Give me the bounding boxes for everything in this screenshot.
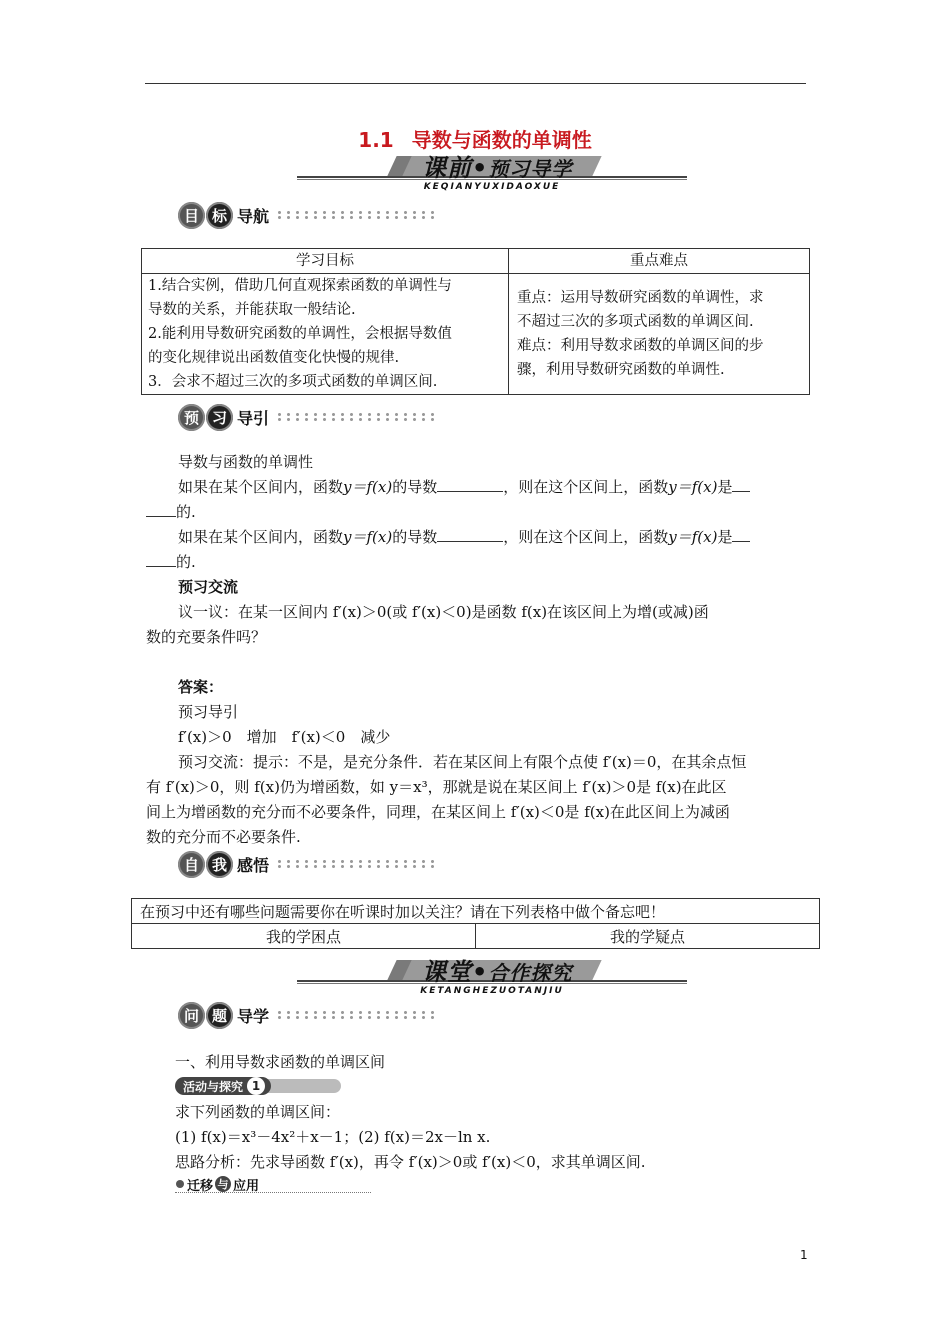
- goal-line: 2.能利用导数研究函数的单调性，会根据导数值: [148, 326, 452, 342]
- header-rule: [145, 83, 806, 84]
- dotted-divider: [275, 210, 435, 220]
- memo-prompt: 在预习中还有哪些问题需要你在听课时加以关注？请在下列表格中做个备忘吧！: [132, 899, 820, 924]
- key-point-line: 不超过三次的多项式函数的单调区间.: [517, 314, 754, 330]
- exchange-question-cont: 数的充要条件吗？: [146, 628, 267, 646]
- fill-blank: [437, 475, 503, 492]
- tag-preview-char1: 预: [178, 404, 205, 431]
- answer-line: 间上为增函数的充分而不必要条件，同理，在某区间上 f′(x)＜0是 f(x)在此区间上为减函: [146, 803, 730, 821]
- answer-line: 数的充分而不必要条件.: [146, 828, 301, 846]
- banner-preview-main: 课前: [422, 154, 472, 182]
- key-point-line: 重点：运用导数研究函数的单调性，求: [517, 290, 764, 306]
- preview-line-increase-tail: [146, 500, 810, 525]
- answer-line: 预习导引: [178, 703, 239, 721]
- section-tag-preview: [178, 402, 435, 432]
- text: 如果在某个区间内，函数: [178, 478, 344, 496]
- banner-preview-pinyin: KEQIANYUXIDAOXUE: [423, 182, 561, 192]
- text: 的.: [176, 503, 196, 521]
- function-expr: y＝f(x): [668, 528, 718, 546]
- tag-reflection-char1: 自: [178, 851, 205, 878]
- fill-blank: [146, 500, 176, 517]
- function-expr: y＝f(x): [343, 478, 393, 496]
- dotted-divider: [275, 1010, 435, 1020]
- goal-line: 导数的关系，并能获取一般结论.: [148, 302, 356, 318]
- banner-class-sub-title: 合作探究: [488, 961, 573, 985]
- migration-badge: [176, 1175, 259, 1193]
- memo-question-header[interactable]: 我的学疑点: [476, 924, 820, 949]
- title-number: 1.1: [358, 128, 394, 152]
- banner-class: [297, 950, 687, 994]
- memo-difficulty-header[interactable]: 我的学困点: [132, 924, 476, 949]
- text: 的.: [176, 553, 196, 571]
- section-tag-goals: [178, 200, 435, 230]
- memo-table: [131, 898, 820, 949]
- dotted-divider: [275, 859, 435, 869]
- answer-line: 预习交流：提示：不是，是充分条件．若在某区间上有限个点使 f′(x)＝0，在其余点恒: [178, 753, 747, 771]
- banner-preview: [297, 146, 687, 190]
- text: 是: [717, 478, 733, 496]
- key-point-line: 骤，利用导数研究函数的单调性.: [517, 362, 725, 378]
- fill-blank: [146, 550, 176, 567]
- key-point-line: 难点：利用导数求函数的单调区间的步: [517, 338, 764, 354]
- tag-reflection-char2: 我: [206, 851, 233, 878]
- goals-cell-right: [509, 274, 810, 395]
- tag-goals-char1: 目: [178, 202, 205, 229]
- migration-label-3: 应用: [233, 1178, 260, 1194]
- activity-number: 1: [247, 1077, 265, 1095]
- preview-line-decrease: [146, 525, 810, 550]
- tag-problems-char2: 题: [206, 1002, 233, 1029]
- banner-class-pinyin: KETANGHEZUOTANJIU: [420, 986, 564, 996]
- fill-blank: [437, 525, 503, 542]
- section-heading: 一、利用导数求函数的单调区间: [175, 1053, 386, 1071]
- banner-preview-sub-title: 预习导学: [488, 157, 573, 181]
- goal-line: 1.结合实例，借助几何直观探索函数的单调性与: [148, 278, 452, 294]
- exchange-title: 预习交流: [178, 578, 239, 596]
- migration-label-1: 迁移: [187, 1178, 214, 1194]
- goal-line: 的变化规律说出函数值变化快慢的规律.: [148, 350, 400, 366]
- tag-goals-char2: 标: [206, 202, 233, 229]
- text: ，则在这个区间上，函数: [503, 478, 669, 496]
- goals-cell-left: [142, 274, 509, 395]
- text: 的导数: [392, 528, 438, 546]
- function-expr: y＝f(x): [343, 528, 393, 546]
- answer-line: f′(x)＞0 增加 f′(x)＜0 减少: [178, 728, 391, 746]
- goal-line: 3．会求不超过三次的多项式函数的单调区间.: [148, 374, 438, 390]
- migration-underline: [175, 1192, 371, 1193]
- title-text: 导数与函数的单调性: [411, 128, 592, 152]
- text: 如果在某个区间内，函数: [178, 528, 344, 546]
- function-expr: y＝f(x): [668, 478, 718, 496]
- banner-class-dot: •: [472, 958, 489, 986]
- preview-heading: 导数与函数的单调性: [178, 453, 314, 471]
- migration-label-2: 与: [215, 1176, 231, 1192]
- tag-goals-label: 导航: [237, 206, 270, 226]
- preview-content: [146, 450, 810, 850]
- text: 是: [717, 528, 733, 546]
- activity-badge-label: 活动与探究: [183, 1079, 244, 1094]
- text: ，则在这个区间上，函数: [503, 528, 669, 546]
- page-number: 1: [800, 1248, 808, 1262]
- goals-table: [141, 248, 810, 395]
- text: 的导数: [392, 478, 438, 496]
- banner-class-main: 课堂: [422, 958, 472, 986]
- tag-reflection-label: 感悟: [237, 855, 270, 875]
- goals-header-left: 学习目标: [142, 249, 509, 274]
- answer-title: 答案：: [178, 678, 224, 696]
- goals-header-right: 重点难点: [509, 249, 810, 274]
- section-tag-problems: [178, 1000, 435, 1030]
- bullet-icon: [176, 1180, 184, 1188]
- preview-line-decrease-tail: [146, 550, 810, 575]
- analysis: 思路分析：先求导函数 f′(x)，再令 f′(x)＞0或 f′(x)＜0，求其单调区间.: [175, 1153, 646, 1171]
- tag-problems-label: 导学: [237, 1006, 270, 1026]
- problem-block: [175, 1100, 646, 1175]
- problem-items: (1) f(x)＝x³－4x²＋x－1；(2) f(x)＝2x－ln x.: [175, 1128, 491, 1146]
- tag-preview-char2: 习: [206, 404, 233, 431]
- dotted-divider: [275, 412, 435, 422]
- preview-line-increase: [146, 475, 810, 500]
- problem-prompt: 求下列函数的单调区间：: [175, 1103, 341, 1121]
- fill-blank: [732, 525, 750, 542]
- tag-preview-label: 导引: [237, 408, 270, 428]
- answer-line: 有 f′(x)＞0，则 f(x)仍为增函数，如 y＝x³，那就是说在某区间上 f′(x)＞0是 f(x)在此区: [146, 778, 727, 796]
- tag-problems-char1: 问: [178, 1002, 205, 1029]
- activity-badge: [175, 1076, 341, 1096]
- banner-preview-dot: •: [472, 154, 489, 182]
- exchange-question: 议一议：在某一区间内 f′(x)＞0(或 f′(x)＜0)是函数 f(x)在该区间上为增(或减)函: [178, 603, 709, 621]
- fill-blank: [732, 475, 750, 492]
- section-tag-reflection: [178, 849, 435, 879]
